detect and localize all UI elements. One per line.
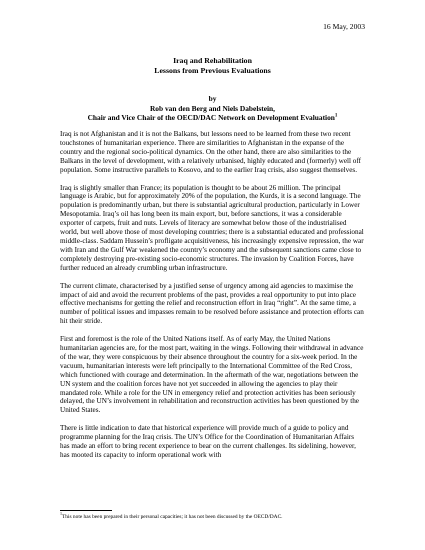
byline-affiliation: Chair and Vice Chair of the OECD/DAC Network on Development Evaluation <box>87 113 335 123</box>
title-line-1: Iraq and Rehabilitation <box>173 56 252 65</box>
document-body <box>60 130 365 469</box>
paragraph: Iraq is slightly smaller than France; its population is thought to be about 26 million. The principal language is Arabic, but for approximately 20% of the population, the Kurds, it is a second language. The population is predominantly urban, but there is substantial agricultural production, particularly in Lower Mesopotamia. Iraq’s oil has long been its main export, but, before sanctions, it was a considerable exporter of carpets, fruit and nuts. Levels of literacy are somewhat below those of the industrialised world, but well above those of most developing countries; there is a substantial educated and professional middle-class. Saddam Hussein’s profligate acquisitiveness, his increasingly expensive repression, the war with Iran and the Gulf War weakened the country’s economy and the subsequent sanctions came close to completely destroying pre-existing socio-economic structures. The invasion by Coalition Forces, have further reduced an already crumbling urban infrastructure. <box>60 183 364 272</box>
paragraph: The current climate, characterised by a justified sense of urgency among aid agencies to maximise the impact of aid and avoid the recurrent problems of the past, provides a real opportunity to put into place effective mechanisms for getting the relief and reconstruction effort in Iraq “right”. At the same time, a number of political issues and impasses remain to be resolved before assistance and protection efforts can hit their stride. <box>60 281 364 326</box>
footnote-divider <box>60 510 112 511</box>
document-date: 16 May, 2003 <box>323 22 365 31</box>
byline <box>60 94 365 123</box>
paragraph: First and foremost is the role of the United Nations itself. As of early May, the United Nations humanitarian agencies are, for the most part, waiting in the wings. Following their withdrawal in advance of the war, they were conspicuous by their absence throughout the country for a six-week period. In the vacuum, humanitarian interests were left principally to the International Committee of the Red Cross, which functioned with courage and determination. In the aftermath of the war, negotiations between the UN system and the coalition forces have not yet succeeded in allowing the agencies to play their mandated role. While a role for the UN in emergency relief and protection activities has been seriously delayed, the UN’s involvement in rehabilitation and reconstruction activities has been questioned by the United States. <box>60 335 364 415</box>
footnote-reference[interactable]: 1 <box>334 113 338 119</box>
paragraph: Iraq is not Afghanistan and it is not the Balkans, but lessons need to be learned from these two recent touchstones of humanitarian experience. There are similarities to Afghanistan in the expanse of the country and the regional socio-political dynamics. On the other hand, there are also similarities to the Balkans in the level of development, with a relatively urbanised, highly educated and (formerly) well off population. Some instructive parallels to Kosovo, and to the earlier Iraq crisis, also suggest themselves. <box>60 130 362 174</box>
footnote <box>60 511 365 521</box>
document-title <box>60 56 365 77</box>
footnote-text: This note has been prepared in their personal capacities; it has not been discussed by the OECD/DAC. <box>62 514 283 520</box>
title-line-2: Lessons from Previous Evaluations <box>154 66 271 76</box>
byline-authors: Rob van den Berg and Niels Dabelstein, <box>149 103 276 113</box>
paragraph: There is little indication to date that historical experience will provide much of a guide to policy and programme planning for the Iraq crisis. The UN’s Office for the Coordination of Humanitarian Affairs has made an effort to bring recent experience to bear on the current challenges. Its sidelining, however, has mooted its capacity to inform operational work with <box>60 424 356 459</box>
footnote-mark: 1 <box>60 511 62 517</box>
byline-affiliation-line <box>60 113 365 123</box>
byline-by: by <box>208 94 217 103</box>
